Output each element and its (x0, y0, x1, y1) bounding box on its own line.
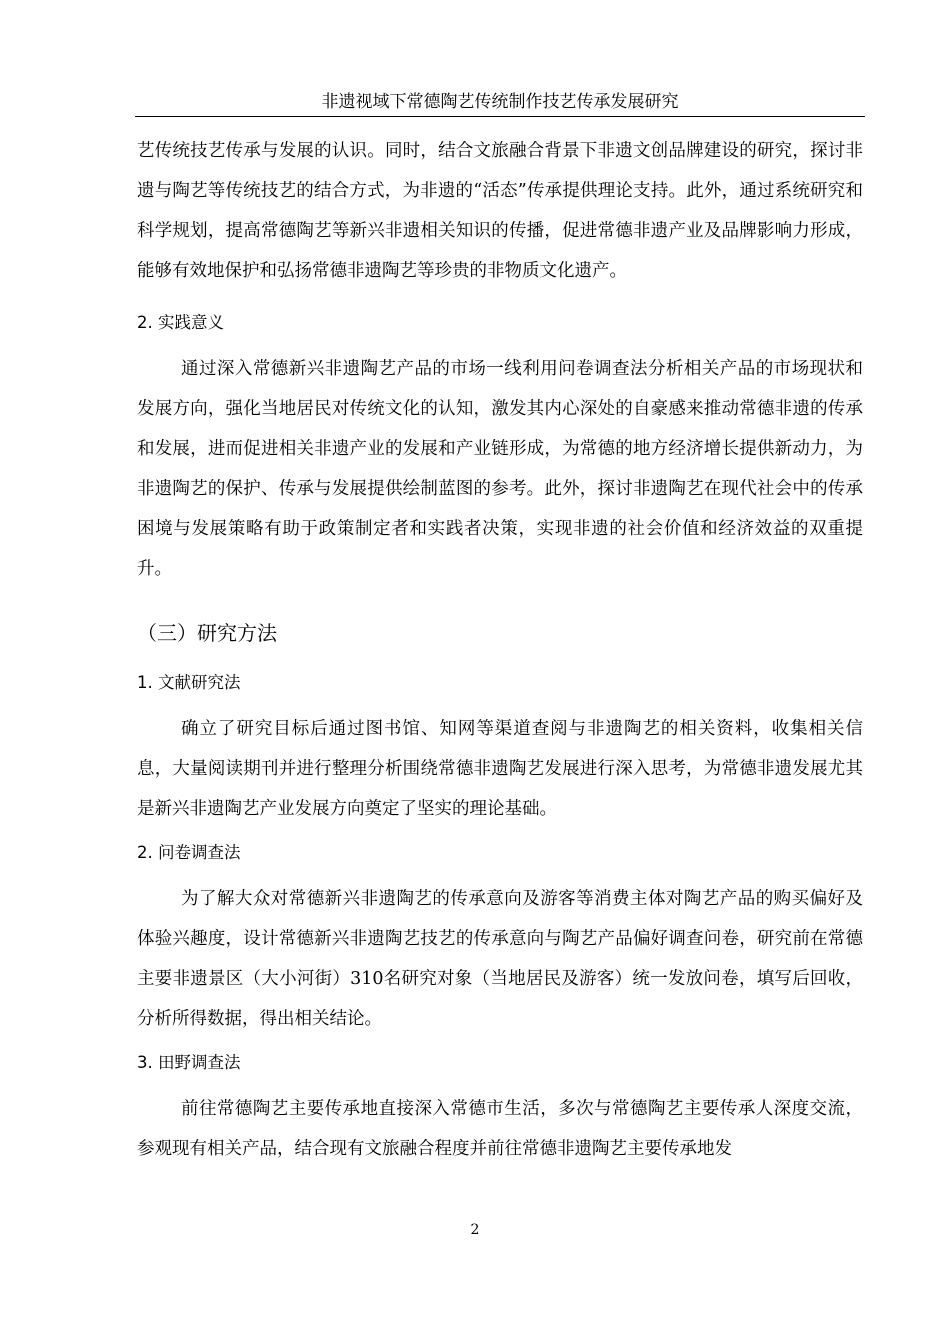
method-heading-questionnaire: 2. 问卷调查法 (137, 843, 241, 862)
intro-paragraph: 艺传统技艺传承与发展的认识。同时，结合文旅融合背景下非遗文创品牌建设的研究，探讨非遗与陶艺等传统技艺的结合方式，为非遗的“活态”传承提供理论支持。此外，通过系统研究和科学规划，提高常德陶艺等新兴非遗相关知识的传播，促进常德非遗产业及品牌影响力形成，能够有效地保护和弘扬常德非遗陶艺等珍贵的非物质文化遗产。 (137, 141, 863, 281)
running-header: 非遗视域下常德陶艺传统制作技艺传承发展研究 (135, 88, 865, 117)
practice-heading: 2. 实践意义 (137, 313, 224, 332)
method-paragraph-questionnaire: 为了解大众对常德新兴非遗陶艺的传承意向及游客等消费主体对陶艺产品的购买偏好及体验兴趣度，设计常德新兴非遗陶艺技艺的传承意向与陶艺产品偏好调查问卷，研究前在常德主要非遗景区（大小河街）310名研究对象（当地居民及游客）统一发放问卷，填写后回收，分析所得数据，得出相关结论。 (137, 889, 863, 1029)
method-paragraph-literature: 确立了研究目标后通过图书馆、知网等渠道查阅与非遗陶艺的相关资料，收集相关信息，大量阅读期刊并进行整理分析围绕常德非遗陶艺发展进行深入思考，为常德非遗发展尤其是新兴非遗陶艺产业发展方向奠定了坚实的理论基础。 (137, 719, 863, 819)
section-heading: （三）研究方法 (137, 621, 277, 645)
practice-paragraph: 通过深入常德新兴非遗陶艺产品的市场一线利用问卷调查法分析相关产品的市场现状和发展方向，强化当地居民对传统文化的认知，激发其内心深处的自豪感来推动常德非遗的传承和发展，进而促进相关非遗产业的发展和产业链形成，为常德的地方经济增长提供新动力，为非遗陶艺的保护、传承与发展提供绘制蓝图的参考。此外，探讨非遗陶艺在现代社会中的传承困境与发展策略有助于政策制定者和实践者决策，实现非遗的社会价值和经济效益的双重提升。 (137, 359, 863, 579)
method-paragraph-fieldwork: 前往常德陶艺主要传承地直接深入常德市生活，多次与常德陶艺主要传承人深度交流，参观现有相关产品，结合现有文旅融合程度并前往常德非遗陶艺主要传承地发 (137, 1099, 863, 1159)
page-body (137, 131, 863, 1169)
method-heading-literature: 1. 文献研究法 (137, 673, 241, 692)
page-number: 2 (470, 1222, 480, 1238)
method-heading-fieldwork: 3. 田野调查法 (137, 1053, 241, 1072)
